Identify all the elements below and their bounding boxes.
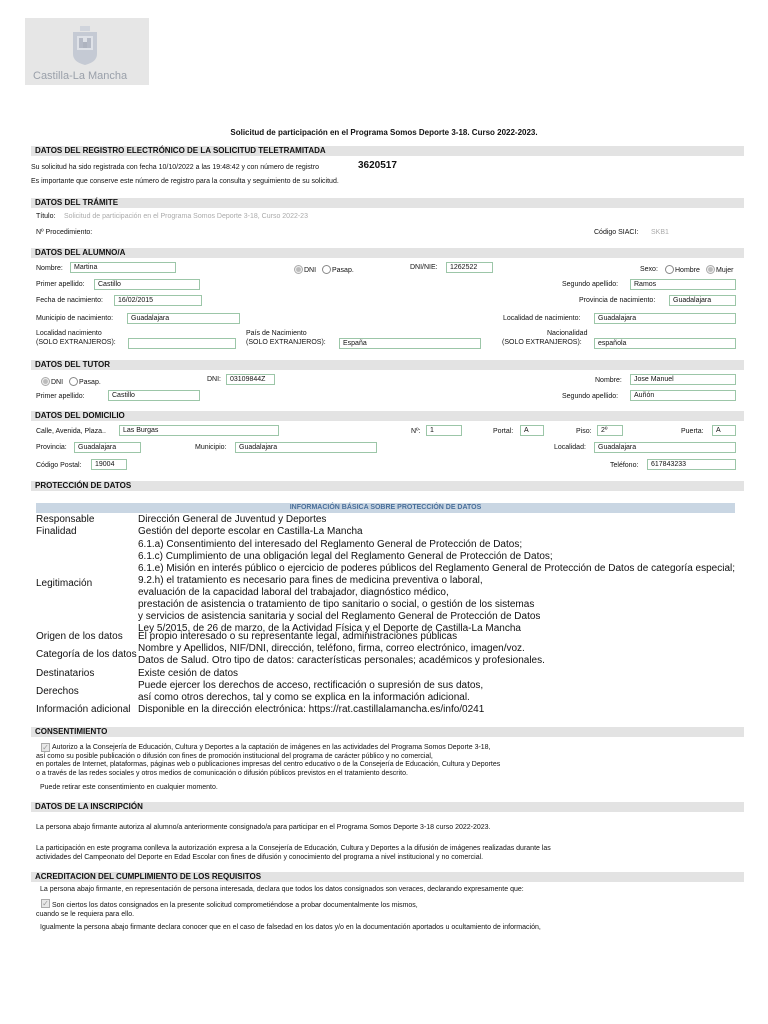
finalidad-value: Gestión del deporte escolar en Castilla-La Mancha xyxy=(138,526,363,537)
acreditacion-line3: Igualmente la persona abajo firmante declara conocer que en el caso de falsedad en los datos y/o en la documentación aportados u ocultamiento de información, xyxy=(40,924,541,931)
registro-note: Es importante que conserve este número de registro para la consulta y seguimiento de su solicitud. xyxy=(31,178,339,185)
tutor-header: DATOS DEL TUTOR xyxy=(31,360,744,370)
responsable-label: Responsable xyxy=(36,514,95,525)
sexo-mujer-radio[interactable] xyxy=(706,265,734,275)
radio-dni-label: DNI xyxy=(304,267,317,274)
acreditacion-line1: La persona abajo firmante, en representación de persona interesada, declara que todos los datos consignados son veraces, declarando expresamente que: xyxy=(40,886,524,893)
radio-dni-icon xyxy=(294,265,303,274)
responsable-value: Dirección General de Juventud y Deportes xyxy=(138,514,327,525)
alumno-segundo-apellido-label: Segundo apellido: xyxy=(562,281,619,288)
alumno-doc-pasap-radio[interactable] xyxy=(322,265,354,275)
radio-pasap-label: Pasap. xyxy=(332,267,354,274)
dom-municipio-label: Municipio: xyxy=(195,444,227,451)
castilla-la-mancha-crest-icon xyxy=(71,24,99,66)
categoria-label: Categoría de los datos xyxy=(36,649,137,660)
logo-text: Castilla-La Mancha xyxy=(33,70,128,82)
page-title: Solicitud de participación en el Programa Somos Deporte 3-18. Curso 2022-2023. xyxy=(230,128,538,137)
alumno-localidad-label: Localidad de nacimiento: xyxy=(503,315,581,322)
legitimacion-line: prestación de asistencia o tratamiento de tipo sanitario o social, o gestión de los sistemas xyxy=(138,599,535,610)
alumno-provincia-label: Provincia de nacimiento: xyxy=(579,297,656,304)
alumno-provincia-field[interactable]: Guadalajara xyxy=(669,295,736,306)
siaci-value: SKB1 xyxy=(651,229,669,236)
adicional-label: Información adicional xyxy=(36,704,131,715)
dom-localidad-label: Localidad: xyxy=(554,444,586,451)
alumno-doc-dni-radio[interactable] xyxy=(294,265,316,275)
logo-box xyxy=(25,18,149,85)
alumno-nacionalidad-field[interactable]: española xyxy=(594,338,736,349)
telefono-field[interactable]: 617843233 xyxy=(647,459,736,470)
inscripcion-p2-line: actividades del Campeonato del Deporte en Edad Escolar con fines de difusión y conocimiento del programa a nivel institucional y no comercial. xyxy=(36,853,484,861)
legitimacion-line: 9.2.h) el tratamiento es necesario para fines de medicina preventiva o laboral, xyxy=(138,575,483,586)
piso-field[interactable]: 2º xyxy=(597,425,623,436)
tutor-dni-field[interactable]: 03109844Z xyxy=(226,374,275,385)
registro-text: Su solicitud ha sido registrada con fecha 10/10/2022 a las 19:48:42 y con número de registro xyxy=(31,164,319,171)
domicilio-header: DATOS DEL DOMICILIO xyxy=(31,411,744,421)
alumno-pais-label xyxy=(246,329,326,347)
puerta-field[interactable]: A xyxy=(712,425,736,436)
alumno-loc-ext-label xyxy=(36,329,116,347)
inscripcion-header: DATOS DE LA INSCRIPCIÓN xyxy=(31,802,744,812)
origen-value: El propio interesado o su representante legal, administraciones públicas xyxy=(138,631,458,642)
categoria-line: Datos de Salud. Otro tipo de datos: características personales; académicos y profesionales. xyxy=(138,655,545,666)
consentimiento-checkbox[interactable]: ✓ xyxy=(42,743,49,752)
alumno-localidad-field[interactable]: Guadalajara xyxy=(594,313,736,324)
alumno-pais-field[interactable]: España xyxy=(339,338,481,349)
destinatarios-value: Existe cesión de datos xyxy=(138,668,239,679)
alumno-segundo-apellido-field[interactable]: Ramos xyxy=(630,279,736,290)
alumno-dninie-field[interactable]: 1262522 xyxy=(446,262,493,273)
telefono-label: Teléfono: xyxy=(610,462,639,469)
tutor-radio-dni-icon xyxy=(41,377,50,386)
calle-field[interactable]: Las Burgas xyxy=(119,425,279,436)
consentimiento-line: así como su posible publicación o difusión con fines de promoción institucional del programa de carácter público y no comercial, xyxy=(36,752,433,760)
cp-field[interactable]: 19004 xyxy=(91,459,127,470)
acreditacion-check-line: cuando se le requiera para ello. xyxy=(36,910,135,918)
alumno-fecha-field[interactable]: 16/02/2015 xyxy=(114,295,202,306)
registro-header: DATOS DEL REGISTRO ELECTRÓNICO DE LA SOLICITUD TELETRAMITADA xyxy=(31,146,744,156)
acreditacion-header: ACREDITACION DEL CUMPLIMIENTO DE LOS REQUISITOS xyxy=(31,872,744,882)
alumno-fecha-label: Fecha de nacimiento: xyxy=(36,297,103,304)
consentimiento-text xyxy=(36,744,500,778)
acreditacion-check-line: Son ciertos los datos consignados en la presente solicitud comprometiéndose a probar documentalmente los mismos, xyxy=(52,902,418,909)
tutor-segundo-apellido-field[interactable]: Auñón xyxy=(630,390,736,401)
procedimiento-label: Nº Procedimiento: xyxy=(36,229,93,236)
inscripcion-p2 xyxy=(36,845,551,862)
legitimacion-line: evaluación de la capacidad laboral del trabajador, diagnóstico médico, xyxy=(138,587,449,598)
tutor-segundo-apellido-label: Segundo apellido: xyxy=(562,393,619,400)
alumno-primer-apellido-field[interactable]: Castillo xyxy=(94,279,200,290)
origen-label: Origen de los datos xyxy=(36,631,123,642)
radio-hombre-label: Hombre xyxy=(675,267,700,274)
legitimacion-line: 6.1.a) Consentimiento del interesado del Reglamento General de Protección de Datos; xyxy=(138,539,523,550)
titulo-label: Título: xyxy=(36,213,56,220)
tutor-dni-label: DNI: xyxy=(207,376,221,383)
alumno-nac-label xyxy=(502,329,587,347)
acreditacion-check-text xyxy=(36,902,418,919)
consentimiento-line: o a través de las redes sociales y otros medios de comunicación o difusión públicos previstos en el tratamiento descrito. xyxy=(36,769,408,777)
alumno-nombre-field[interactable]: Martina xyxy=(70,262,176,273)
nac-label-2: (SOLO EXTRANJEROS): xyxy=(502,339,582,346)
legitimacion-label: Legitimación xyxy=(36,578,93,589)
portal-field[interactable]: A xyxy=(520,425,544,436)
tutor-radio-pasap-label: Pasap. xyxy=(79,379,101,386)
dom-provincia-field[interactable]: Guadalajara xyxy=(74,442,141,453)
consentimiento-line: Autorizo a la Consejería de Educación, Cultura y Deportes a la captación de imágenes en las actividades del Programa Somos Deporte 3-18, xyxy=(52,744,491,751)
loc-ext-label-1: Localidad nacimiento xyxy=(36,330,102,337)
radio-mujer-label: Mujer xyxy=(716,267,734,274)
proteccion-table-header: INFORMACIÓN BÁSICA SOBRE PROTECCIÓN DE DATOS xyxy=(36,503,735,513)
pais-label-2: (SOLO EXTRANJEROS): xyxy=(246,339,326,346)
tutor-doc-dni-radio[interactable] xyxy=(41,377,63,387)
proteccion-header: PROTECCIÓN DE DATOS xyxy=(31,481,744,491)
alumno-primer-apellido-label: Primer apellido: xyxy=(36,281,85,288)
puerta-label: Puerta: xyxy=(681,428,704,435)
consentimiento-retirar: Puede retirar este consentimiento en cualquier momento. xyxy=(40,784,218,791)
legitimacion-line: 6.1.c) Cumplimiento de una obligación legal del Reglamento General de Protección de Datos; xyxy=(138,551,553,562)
nac-label-1: Nacionalidad xyxy=(547,330,588,337)
numero-field[interactable]: 1 xyxy=(426,425,462,436)
categoria-value xyxy=(138,643,545,667)
alumno-loc-ext-field[interactable] xyxy=(128,338,236,349)
consentimiento-line: en portales de Internet, plataformas, páginas web o publicaciones impresas del centro educativo o de la Consejería de Educación, Cultura y Deportes xyxy=(36,761,501,769)
legitimacion-line: y servicios de asistencia sanitaria y social del Reglamento General de Protección de Datos xyxy=(138,611,541,622)
derechos-label: Derechos xyxy=(36,686,79,697)
dom-provincia-label: Provincia: xyxy=(36,444,67,451)
radio-mujer-icon xyxy=(706,265,715,274)
alumno-municipio-label: Municipio de nacimiento: xyxy=(36,315,114,322)
inscripcion-p1: La persona abajo firmante autoriza al alumno/a anteriormente consignado/a para participar en el Programa Somos Deporte 3-18 curso 2022-2023. xyxy=(36,824,491,831)
derechos-value xyxy=(138,680,483,704)
tutor-primer-apellido-label: Primer apellido: xyxy=(36,393,85,400)
radio-hombre-icon xyxy=(665,265,674,274)
alumno-municipio-field[interactable]: Guadalajara xyxy=(127,313,240,324)
derechos-line: así como otros derechos, tal y como se explica en la información adicional. xyxy=(138,692,470,703)
dom-municipio-field[interactable]: Guadalajara xyxy=(235,442,377,453)
dom-localidad-field[interactable]: Guadalajara xyxy=(594,442,736,453)
adicional-value[interactable]: Disponible en la dirección electrónica: https://rat.castillalamancha.es/info/0241 xyxy=(138,704,485,715)
legitimacion-line: Ley 5/2015, de 26 de marzo, de la Actividad Física y el Deporte de Castilla-La Mancha xyxy=(138,623,521,634)
acreditacion-checkbox[interactable]: ✓ xyxy=(42,899,49,908)
radio-pasap-icon xyxy=(322,265,331,274)
pais-label-1: País de Nacimiento xyxy=(246,330,307,337)
inscripcion-p2-line: La participación en este programa conlleva la autorización expresa a la Consejería de Educación, Cultura y Deportes a la difusión de imágenes realizadas durante las xyxy=(36,845,551,852)
loc-ext-label-2: (SOLO EXTRANJEROS): xyxy=(36,339,116,346)
derechos-line: Puede ejercer los derechos de acceso, rectificación o supresión de sus datos, xyxy=(138,680,484,691)
sexo-hombre-radio[interactable] xyxy=(665,265,700,275)
tutor-radio-dni-label: DNI xyxy=(51,379,64,386)
registro-number: 3620517 xyxy=(358,160,397,171)
tramite-header: DATOS DEL TRÁMITE xyxy=(31,198,744,208)
finalidad-label: Finalidad xyxy=(36,526,77,537)
alumno-header: DATOS DEL ALUMNO/A xyxy=(31,248,744,258)
legitimacion-value xyxy=(138,539,735,635)
tutor-nombre-label: Nombre: xyxy=(595,377,622,384)
tutor-primer-apellido-field[interactable]: Castillo xyxy=(108,390,200,401)
tutor-doc-pasap-radio[interactable] xyxy=(69,377,101,387)
siaci-label: Código SIACI: xyxy=(594,229,639,236)
portal-label: Portal: xyxy=(493,428,514,435)
consentimiento-header: CONSENTIMIENTO xyxy=(31,727,744,737)
destinatarios-label: Destinatarios xyxy=(36,668,95,679)
tutor-nombre-field[interactable]: Jose Manuel xyxy=(630,374,736,385)
piso-label: Piso: xyxy=(576,428,592,435)
titulo-value: Solicitud de participación en el Programa Somos Deporte 3-18, Curso 2022-23 xyxy=(64,213,308,220)
numero-label: Nº: xyxy=(411,428,421,435)
alumno-dninie-label: DNI/NIE: xyxy=(410,264,438,271)
calle-label: Calle, Avenida, Plaza.. xyxy=(36,428,106,435)
alumno-nombre-label: Nombre: xyxy=(36,265,63,272)
legitimacion-line: 6.1.e) Misión en interés público o ejercicio de poderes públicos del Reglamento General de Protección de Datos de categoría especial; xyxy=(138,563,736,574)
cp-label: Código Postal: xyxy=(36,462,82,469)
alumno-sexo-label: Sexo: xyxy=(640,266,658,273)
tutor-radio-pasap-icon xyxy=(69,377,78,386)
categoria-line: Nombre y Apellidos, NIF/DNI, dirección, teléfono, firma, correo electrónico, imagen/voz. xyxy=(138,643,525,654)
